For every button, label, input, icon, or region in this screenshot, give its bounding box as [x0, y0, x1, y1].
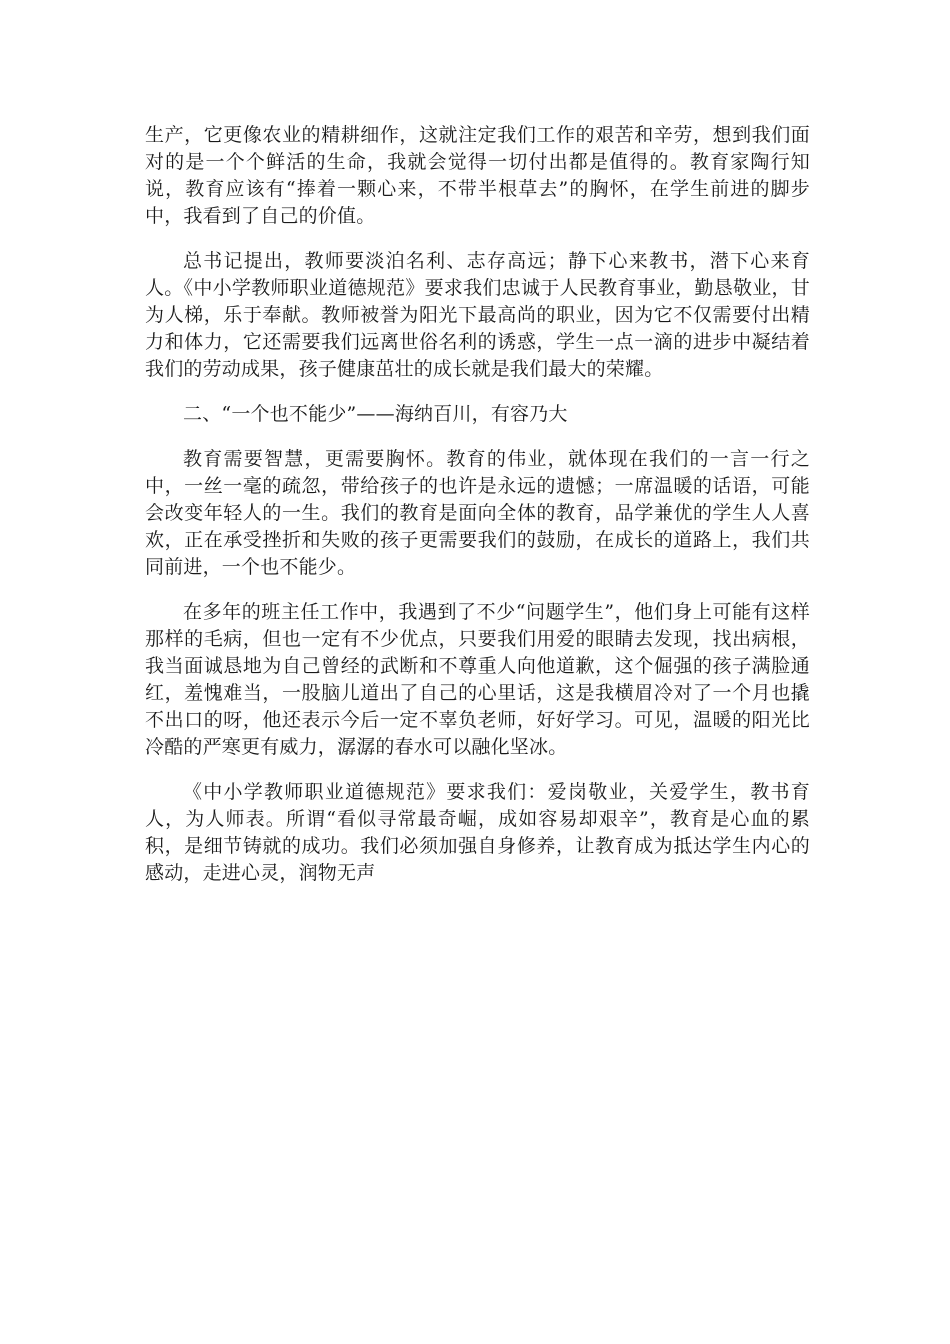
paragraph-2: 总书记提出，教师要淡泊名利、志存高远；静下心来教书，潜下心来育人。《中小学教师职业道德规范》要求我们忠诚于人民教育事业，勤恳敬业，甘为人梯，乐于奉献。教师被誉为阳光下最高尚的职业，因为它不仅需要付出精力和体力，它还需要我们远离世俗名利的诱惑，学生一点一滴的进步中凝结着我们的劳动成果，孩子健康茁壮的成长就是我们最大的荣耀。: [145, 250, 810, 380]
document-body: [145, 122, 810, 905]
paragraph-1: 生产，它更像农业的精耕细作，这就注定我们工作的艰苦和辛劳，想到我们面对的是一个个鲜活的生命，我就会觉得一切付出都是值得的。教育家陶行知说，教育应该有“捧着一颗心来，不带半根草去”的胸怀，在学生前进的脚步中，我看到了自己的价值。: [145, 124, 810, 227]
paragraph-3: 教育需要智慧，更需要胸怀。教育的伟业，就体现在我们的一言一行之中，一丝一毫的疏忽，带给孩子的也许是永远的遗憾；一席温暖的话语，可能会改变年轻人的一生。我们的教育是面向全体的教育，品学兼优的学生人人喜欢，正在承受挫折和失败的孩子更需要我们的鼓励，在成长的道路上，我们共同前进，一个也不能少。: [145, 448, 810, 578]
paragraph-4: 在多年的班主任工作中，我遇到了不少“问题学生”，他们身上可能有这样那样的毛病，但也一定有不少优点，只要我们用爱的眼睛去发现，找出病根，我当面诚恳地为自己曾经的武断和不尊重人向他道歉，这个倔强的孩子满脸通红，羞愧难当，一股脑儿道出了自己的心里话，这是我横眉冷对了一个月也撬不出口的呀，他还表示今后一定不辜负老师，好好学习。可见，温暖的阳光比冷酷的严寒更有威力，潺潺的春水可以融化坚冰。: [145, 601, 810, 758]
paragraph-5: 《中小学教师职业道德规范》要求我们：爱岗敬业，关爱学生，教书育人，为人师表。所谓“看似寻常最奇崛，成如容易却艰辛”，教育是心血的累积，是细节铸就的成功。我们必须加强自身修养，让教育成为抵达学生内心的感动，走进心灵，润物无声: [145, 781, 810, 884]
section-heading-2: 二、“一个也不能少”——海纳百川，有容乃大: [183, 403, 568, 425]
